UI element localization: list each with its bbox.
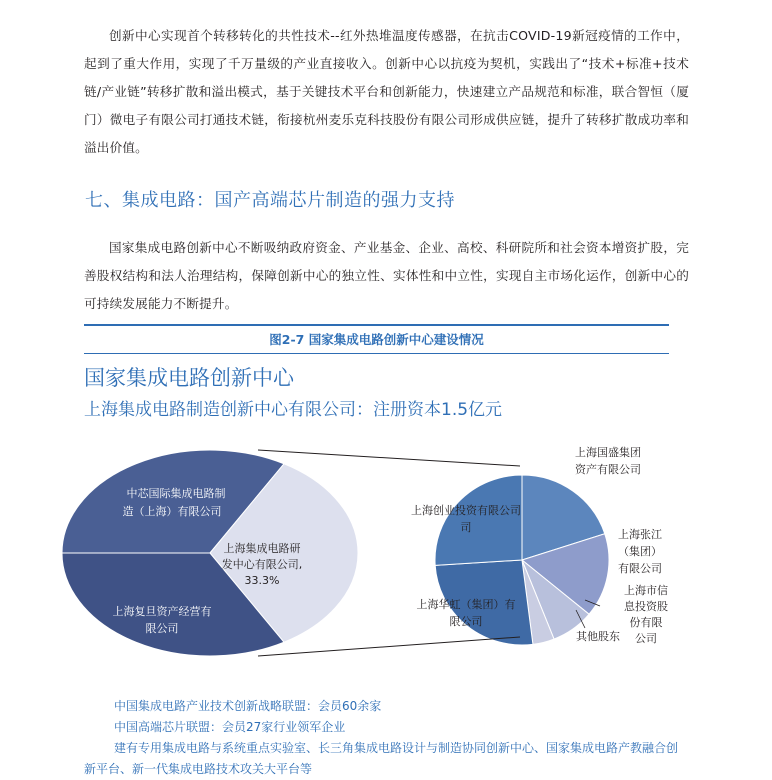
label-zhangjiang-1: 上海张江 [618,528,662,541]
label-huahong-2: 限公司 [449,615,483,628]
label-guosheng-2: 资产有限公司 [575,463,641,476]
label-fudan-1: 上海复旦资产经营有 [112,605,212,618]
note-platforms: 建有专用集成电路与系统重点实验室、长三角集成电路设计与制造协同创新中心、国家集成电路产教融合创新平台、新一代集成电路技术攻关大平台等 [84,741,679,776]
figure-main-title: 国家集成电路创新中心 [84,366,294,390]
pie-chart-main [62,450,358,656]
label-zhangjiang-2: （集团） [618,545,662,558]
label-others: 其他股东 [576,630,620,643]
label-chuangye-1: 上海创业投资有限公司 [411,504,521,517]
label-info-1: 上海市信 [624,584,668,597]
paragraph-innovation-center: 创新中心实现首个转移转化的共性技术--红外热堆温度传感器，在抗击COVID-19新冠疫情的工作中，起到了重大作用，实现了千万量级的产业直接收入。创新中心以抗疫为契机，实践出了“技术+标准+技术链/产业链”转移扩散和溢出模式，基于关键技术平台和创新能力，快速建立产品规范和标准，联合智恒（厦门）微电子有限公司打通技术链，衔接杭州麦乐克科技股份有限公司形成供应链，提升了转移扩散成功率和溢出价值。 [84,28,689,155]
connector-line-bottom [258,637,520,656]
label-fudan-2: 限公司 [145,622,179,635]
label-info-2: 息投资股 [624,600,668,613]
label-chuangye-2: 司 [460,521,472,534]
section-heading: 七、集成电路：国产高端芯片制造的强力支持 [85,190,455,211]
note-alliance: 中国集成电路产业技术创新战略联盟：会员60余家 [114,699,382,713]
figure-company-title: 上海集成电路制造创新中心有限公司：注册资本1.5亿元 [84,400,503,420]
figure-notes [84,696,684,780]
connector-line-top [258,450,520,466]
paragraph-funding: 国家集成电路创新中心不断吸纳政府资金、产业基金、企业、高校、科研院所和社会资本增资扩股，完善股权结构和法人治理结构，保障创新中心的独立性、实体性和中立性，实现自主市场化运作，创新中心的可持续发展能力不断提升。 [84,240,689,311]
figure-caption: 图2-7 国家集成电路创新中心建设情况 [269,332,484,347]
label-zhangjiang-3: 有限公司 [618,562,662,575]
label-huahong-1: 上海华虹（集团）有 [416,598,516,611]
label-rd-2: 发中心有限公司, [221,558,303,571]
label-guosheng-1: 上海国盛集团 [575,446,641,459]
label-smic-2: 造（上海）有限公司 [122,505,222,518]
note-chip-alliance: 中国高端芯片联盟：会员27家行业领军企业 [114,720,346,734]
rd-pie-slice-5 [435,475,522,565]
label-info-3: 份有限 [629,616,663,629]
label-info-4: 公司 [635,632,657,645]
label-rd-1: 上海集成电路研 [223,542,301,555]
label-smic-1: 中芯国际集成电路制 [126,487,226,500]
label-rd-3: 33.3% [244,574,280,587]
